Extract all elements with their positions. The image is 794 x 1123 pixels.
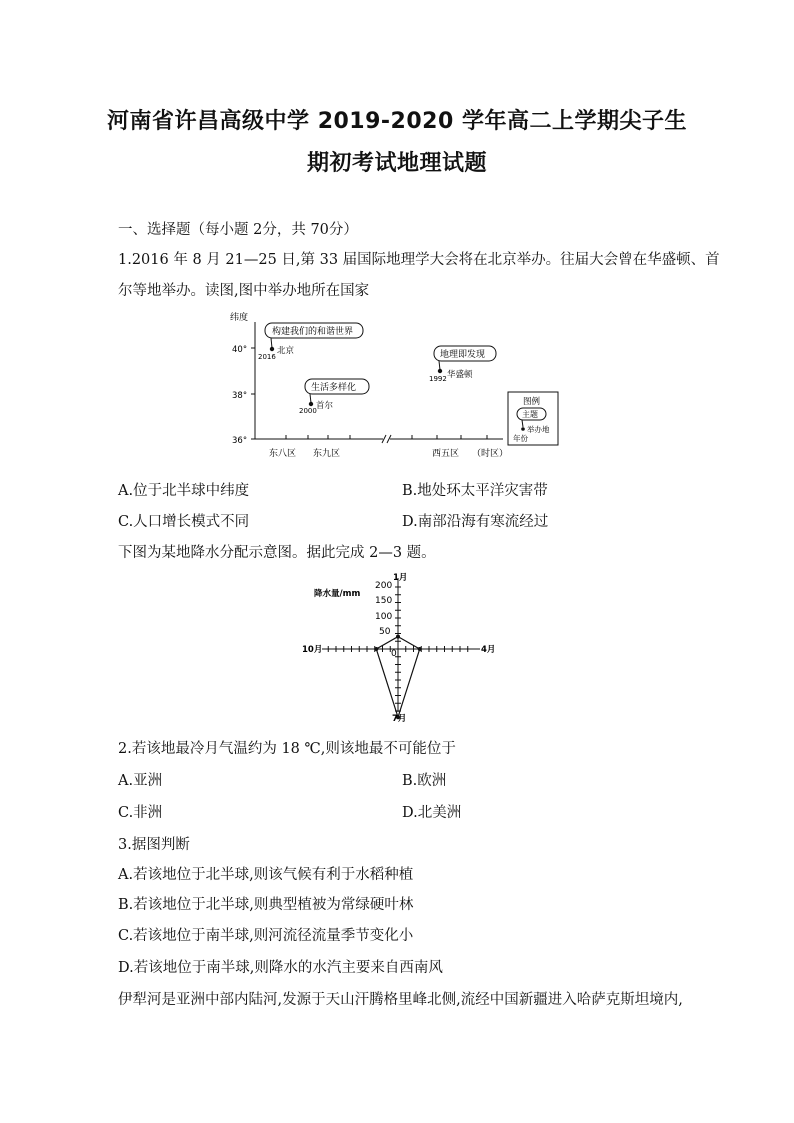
chart-y-title: 降水量/mm xyxy=(314,589,361,599)
tick-label-200: 200 xyxy=(375,581,393,591)
precipitation-chart xyxy=(298,570,498,722)
q2-option-c: C.非洲 xyxy=(118,805,163,821)
q1-option-c: C.人口增长模式不同 xyxy=(118,514,250,530)
q1-option-d: D.南部沿海有寒流经过 xyxy=(402,514,549,530)
month-label-jul: 7月 xyxy=(392,714,407,722)
x-tick-west5: 西五区 xyxy=(432,449,460,458)
q1-option-b: B.地处环太平洋灾害带 xyxy=(402,483,548,499)
y-tick-38: 38° xyxy=(232,391,248,401)
x-axis-unit: （时区） xyxy=(472,449,509,458)
legend-title: 图例 xyxy=(523,397,541,407)
tick-label-100: 100 xyxy=(375,612,393,622)
q3-option-b: B.若该地位于北半球,则典型植被为常绿硬叶林 xyxy=(118,897,414,913)
q3-option-a: A.若该地位于北半球,则该气候有利于水稻种植 xyxy=(118,867,414,883)
legend-theme: 主题 xyxy=(522,410,538,419)
congress-host-diagram xyxy=(225,308,565,458)
q2-stem: 2.若该地最冷月气温约为 18 ℃,则该地最不可能位于 xyxy=(118,741,456,757)
tick-label-150: 150 xyxy=(375,596,393,606)
q1-stem-line2: 尔等地举办。读图,图中举办地所在国家 xyxy=(118,283,370,299)
precip-point-oct xyxy=(374,647,378,651)
event-city-seoul: 首尔 xyxy=(316,401,334,411)
precip-point-apr xyxy=(418,647,422,651)
y-axis-title: 纬度 xyxy=(230,313,249,323)
doc-title-line1: 河南省许昌高级中学 2019-2020 学年高二上学期尖子生 xyxy=(107,109,687,134)
event-year-seoul: 2000 xyxy=(299,407,317,415)
tick-label-50: 50 xyxy=(379,627,391,637)
y-tick-40: 40° xyxy=(232,345,248,355)
x-tick-east9: 东九区 xyxy=(313,449,341,458)
q2-option-d: D.北美洲 xyxy=(402,805,462,821)
event-theme-beijing: 构建我们的和谐世界 xyxy=(272,327,354,337)
y-tick-36: 36° xyxy=(232,436,248,446)
legend-year: 年份 xyxy=(513,434,528,443)
q3-stem: 3.据图判断 xyxy=(118,837,190,853)
doc-title-line2: 期初考试地理试题 xyxy=(306,151,487,176)
month-label-oct: 10月 xyxy=(302,645,323,655)
event-year-beijing: 2016 xyxy=(258,353,276,361)
event-theme-washington: 地理即发现 xyxy=(440,350,486,360)
ili-river-intro: 伊犁河是亚洲中部内陆河,发源于天山汗腾格里峰北侧,流经中国新疆进入哈萨克斯坦境内, xyxy=(118,992,683,1008)
tick-label-0: 0 xyxy=(391,649,397,659)
event-year-washington: 1992 xyxy=(429,375,447,383)
event-city-washington: 华盛顿 xyxy=(447,370,473,380)
precip-point-jan xyxy=(396,635,400,639)
month-label-apr: 4月 xyxy=(481,645,496,655)
q2-3-intro: 下图为某地降水分配示意图。据此完成 2—3 题。 xyxy=(118,545,436,561)
q1-stem-line1: 1.2016 年 8 月 21—25 日,第 33 届国际地理学大会将在北京举办。往届大会曾在华盛顿、首 xyxy=(118,252,720,268)
x-tick-east8: 东八区 xyxy=(269,449,297,458)
q1-option-a: A.位于北半球中纬度 xyxy=(118,483,250,499)
figure-legend xyxy=(508,392,558,445)
q2-option-b: B.欧洲 xyxy=(402,773,447,789)
q3-option-d: D.若该地位于南半球,则降水的水汽主要来自西南风 xyxy=(118,960,443,976)
section-heading: 一、选择题（每小题 2分，共 70分） xyxy=(118,222,358,238)
event-theme-seoul: 生活多样化 xyxy=(311,383,357,393)
q2-option-a: A.亚洲 xyxy=(118,773,163,789)
legend-place: 举办地 xyxy=(527,425,550,434)
q3-option-c: C.若该地位于南半球,则河流径流量季节变化小 xyxy=(118,928,414,944)
month-label-jan: 1月 xyxy=(393,573,408,583)
event-city-beijing: 北京 xyxy=(277,346,295,356)
